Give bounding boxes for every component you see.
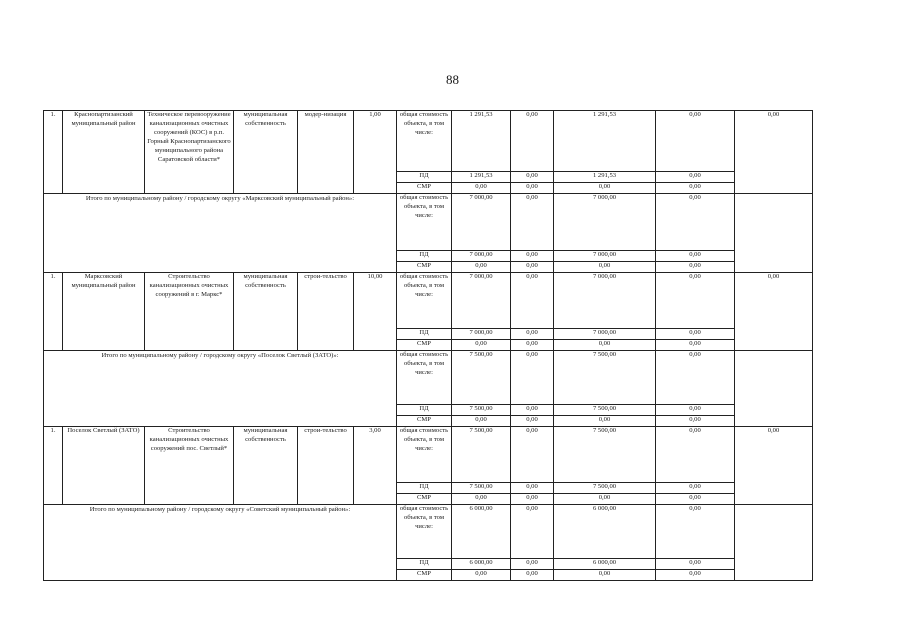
value-cell-1: 1 291,53 <box>452 172 511 183</box>
value-cell-3: 0,00 <box>554 570 656 581</box>
value-cell-2: 0,00 <box>511 427 554 483</box>
object-name: Техническое перевооружение канализационных очистных сооружений (КОС) в р.п. Горный Краснопартизанского муниципального района Саратовской области* <box>145 111 234 194</box>
ownership: муниципальная собственность <box>234 111 298 194</box>
table-body <box>44 111 813 581</box>
value-cell-2: 0,00 <box>511 416 554 427</box>
value-cell-3: 7 000,00 <box>554 194 656 251</box>
extra-value: 0,00 <box>735 273 813 351</box>
value-cell-3: 0,00 <box>554 183 656 194</box>
object-row <box>44 111 813 172</box>
cost-label: общая стоимость объекта, в том числе: <box>397 273 452 329</box>
value-cell-4: 0,00 <box>656 559 735 570</box>
value-cell-1: 7 000,00 <box>452 329 511 340</box>
cost-label: ПД <box>397 483 452 494</box>
value-cell-4: 0,00 <box>656 483 735 494</box>
cost-label: СМР <box>397 340 452 351</box>
value-cell-1: 7 500,00 <box>452 483 511 494</box>
value-cell-2: 0,00 <box>511 251 554 262</box>
value-cell-2: 0,00 <box>511 559 554 570</box>
value-cell-1: 0,00 <box>452 416 511 427</box>
value-cell-2: 0,00 <box>511 329 554 340</box>
financing-table <box>43 110 813 581</box>
cost-label: ПД <box>397 559 452 570</box>
value-cell-1: 6 000,00 <box>452 505 511 559</box>
value-cell-3: 6 000,00 <box>554 505 656 559</box>
value-cell-2: 0,00 <box>511 111 554 172</box>
extra-value <box>735 194 813 273</box>
value-cell-2: 0,00 <box>511 194 554 251</box>
value-cell-2: 0,00 <box>511 483 554 494</box>
value-cell-3: 0,00 <box>554 262 656 273</box>
value-cell-3: 7 000,00 <box>554 251 656 262</box>
extra-value <box>735 351 813 427</box>
value-cell-2: 0,00 <box>511 183 554 194</box>
value-cell-2: 0,00 <box>511 273 554 329</box>
row-number: 1. <box>44 111 63 194</box>
page-number: 88 <box>446 72 459 87</box>
total-label: Итого по муниципальному району / городскому округу «Марксовский муниципальный район»: <box>44 194 397 273</box>
row-number: 1. <box>44 427 63 505</box>
extra-value: 0,00 <box>735 427 813 505</box>
row-number: 1. <box>44 273 63 351</box>
value-cell-1: 0,00 <box>452 494 511 505</box>
value-cell-3: 0,00 <box>554 416 656 427</box>
value-cell-3: 7 500,00 <box>554 351 656 405</box>
value-cell-3: 1 291,53 <box>554 172 656 183</box>
value-cell-4: 0,00 <box>656 111 735 172</box>
district-name: Марксовский муниципальный район <box>63 273 145 351</box>
work-type: строи-тельство <box>298 427 354 505</box>
value-cell-4: 0,00 <box>656 172 735 183</box>
value-cell-1: 0,00 <box>452 262 511 273</box>
value-cell-2: 0,00 <box>511 340 554 351</box>
cost-label: общая стоимость объекта, в том числе: <box>397 505 452 559</box>
value-cell-3: 0,00 <box>554 340 656 351</box>
value-cell-1: 0,00 <box>452 570 511 581</box>
value-cell-4: 0,00 <box>656 194 735 251</box>
cost-label: ПД <box>397 251 452 262</box>
value-cell-4: 0,00 <box>656 570 735 581</box>
district-name: Краснопартизанский муниципальный район <box>63 111 145 194</box>
cost-label: общая стоимость объекта, в том числе: <box>397 427 452 483</box>
value-cell-1: 7 000,00 <box>452 273 511 329</box>
cost-label: общая стоимость объекта, в том числе: <box>397 351 452 405</box>
value-cell-1: 6 000,00 <box>452 559 511 570</box>
total-label: Итого по муниципальному району / городскому округу «Советский муниципальный район»: <box>44 505 397 581</box>
value-cell-4: 0,00 <box>656 405 735 416</box>
value-cell-1: 7 000,00 <box>452 194 511 251</box>
value-cell-4: 0,00 <box>656 273 735 329</box>
ownership: муниципальная собственность <box>234 427 298 505</box>
cost-label: ПД <box>397 329 452 340</box>
cost-label: СМР <box>397 416 452 427</box>
value-cell-3: 7 500,00 <box>554 483 656 494</box>
value-cell-1: 7 500,00 <box>452 427 511 483</box>
cost-label: СМР <box>397 183 452 194</box>
object-row <box>44 273 813 329</box>
work-type: строи-тельство <box>298 273 354 351</box>
value-cell-1: 7 500,00 <box>452 351 511 405</box>
value-cell-3: 7 500,00 <box>554 405 656 416</box>
value-cell-3: 6 000,00 <box>554 559 656 570</box>
value-cell-2: 0,00 <box>511 262 554 273</box>
value-cell-3: 0,00 <box>554 494 656 505</box>
value-cell-2: 0,00 <box>511 494 554 505</box>
value-cell-4: 0,00 <box>656 351 735 405</box>
value-cell-2: 0,00 <box>511 570 554 581</box>
total-row <box>44 194 813 251</box>
value-cell-4: 0,00 <box>656 183 735 194</box>
value-cell-1: 7 000,00 <box>452 251 511 262</box>
total-row <box>44 351 813 405</box>
value-cell-1: 0,00 <box>452 340 511 351</box>
cost-label: СМР <box>397 494 452 505</box>
value-cell-4: 0,00 <box>656 505 735 559</box>
extra-value: 0,00 <box>735 111 813 194</box>
capacity: 3,00 <box>354 427 397 505</box>
value-cell-2: 0,00 <box>511 405 554 416</box>
value-cell-4: 0,00 <box>656 416 735 427</box>
total-row <box>44 505 813 559</box>
value-cell-2: 0,00 <box>511 172 554 183</box>
value-cell-2: 0,00 <box>511 505 554 559</box>
cost-label: ПД <box>397 172 452 183</box>
district-name: Поселок Светлый (ЗАТО) <box>63 427 145 505</box>
work-type: модер-низация <box>298 111 354 194</box>
value-cell-4: 0,00 <box>656 329 735 340</box>
capacity: 1,00 <box>354 111 397 194</box>
ownership: муниципальная собственность <box>234 273 298 351</box>
value-cell-4: 0,00 <box>656 494 735 505</box>
extra-value <box>735 505 813 581</box>
object-name: Строительство канализационных очистных сооружений пос. Светлый* <box>145 427 234 505</box>
object-name: Строительство канализационных очистных сооружений в г. Маркс* <box>145 273 234 351</box>
cost-label: СМР <box>397 262 452 273</box>
value-cell-4: 0,00 <box>656 427 735 483</box>
value-cell-4: 0,00 <box>656 340 735 351</box>
cost-label: общая стоимость объекта, в том числе: <box>397 194 452 251</box>
value-cell-3: 7 500,00 <box>554 427 656 483</box>
value-cell-2: 0,00 <box>511 351 554 405</box>
capacity: 10,00 <box>354 273 397 351</box>
value-cell-3: 7 000,00 <box>554 273 656 329</box>
total-label: Итого по муниципальному району / городскому округу «Поселок Светлый (ЗАТО)»: <box>44 351 397 427</box>
object-row <box>44 427 813 483</box>
value-cell-1: 0,00 <box>452 183 511 194</box>
cost-label: общая стоимость объекта, в том числе: <box>397 111 452 172</box>
value-cell-1: 7 500,00 <box>452 405 511 416</box>
value-cell-4: 0,00 <box>656 251 735 262</box>
value-cell-4: 0,00 <box>656 262 735 273</box>
value-cell-3: 7 000,00 <box>554 329 656 340</box>
cost-label: ПД <box>397 405 452 416</box>
value-cell-1: 1 291,53 <box>452 111 511 172</box>
cost-label: СМР <box>397 570 452 581</box>
value-cell-3: 1 291,53 <box>554 111 656 172</box>
